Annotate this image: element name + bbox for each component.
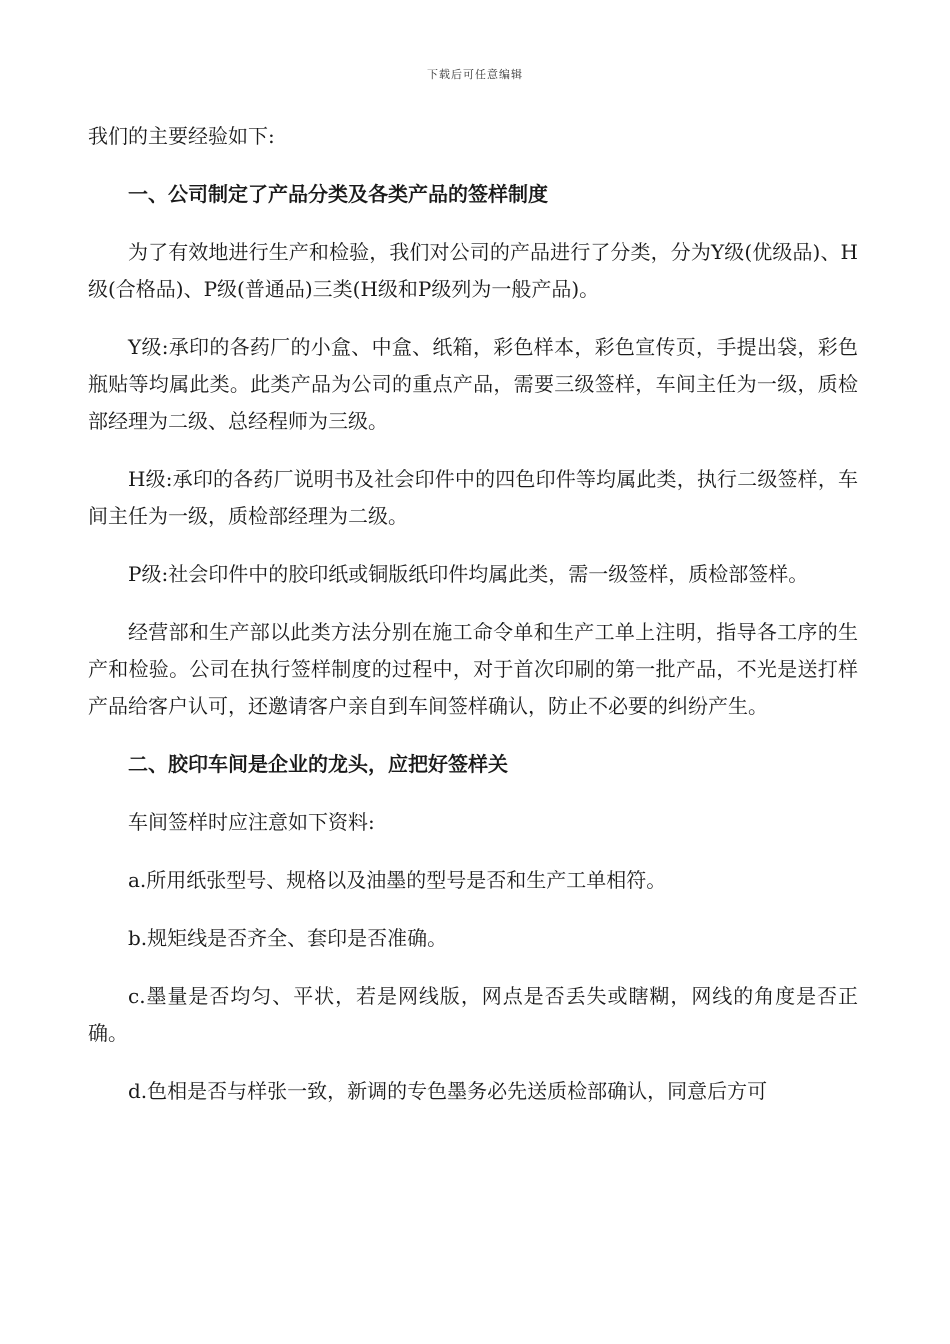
intro-paragraph: 我们的主要经验如下: <box>88 124 275 148</box>
paragraph: 车间签样时应注意如下资料: <box>128 810 375 834</box>
list-item: b.规矩线是否齐全、套印是否准确。 <box>128 926 448 950</box>
list-item: c.墨量是否均匀、平状，若是网线版，网点是否丢失或瞎糊，网线的角度是否正确。 <box>88 984 858 1045</box>
page-header: 下载后可任意编辑 <box>427 68 523 81</box>
section-heading-2: 二、胶印车间是企业的龙头，应把好签样关 <box>128 752 508 776</box>
paragraph: P级:社会印件中的胶印纸或铜版纸印件均属此类，需一级签样，质检部签样。 <box>128 562 809 586</box>
section-heading-1: 一、公司制定了产品分类及各类产品的签样制度 <box>128 182 548 206</box>
document-body <box>88 118 858 1131</box>
paragraph: 为了有效地进行生产和检验，我们对公司的产品进行了分类，分为Y级(优级品)、H级(合格品)、P级(普通品)三类(H级和P级列为一般产品)。 <box>88 240 858 301</box>
list-item: a.所用纸张型号、规格以及油墨的型号是否和生产工单相符。 <box>128 868 667 892</box>
paragraph: H级:承印的各药厂说明书及社会印件中的四色印件等均属此类，执行二级签样，车间主任为一级，质检部经理为二级。 <box>88 467 858 528</box>
paragraph: 经营部和生产部以此类方法分别在施工命令单和生产工单上注明，指导各工序的生产和检验。公司在执行签样制度的过程中，对于首次印刷的第一批产品，不光是送打样产品给客户认可，还邀请客户亲自到车间签样确认，防止不必要的纠纷产生。 <box>88 620 858 718</box>
list-item: d.色相是否与样张一致，新调的专色墨务必先送质检部确认，同意后方可 <box>128 1079 768 1103</box>
paragraph: Y级:承印的各药厂的小盒、中盒、纸箱，彩色样本，彩色宣传页，手提出袋，彩色瓶贴等均属此类。此类产品为公司的重点产品，需要三级签样，车间主任为一级，质检部经理为二级、总经程师为三级。 <box>88 335 858 433</box>
